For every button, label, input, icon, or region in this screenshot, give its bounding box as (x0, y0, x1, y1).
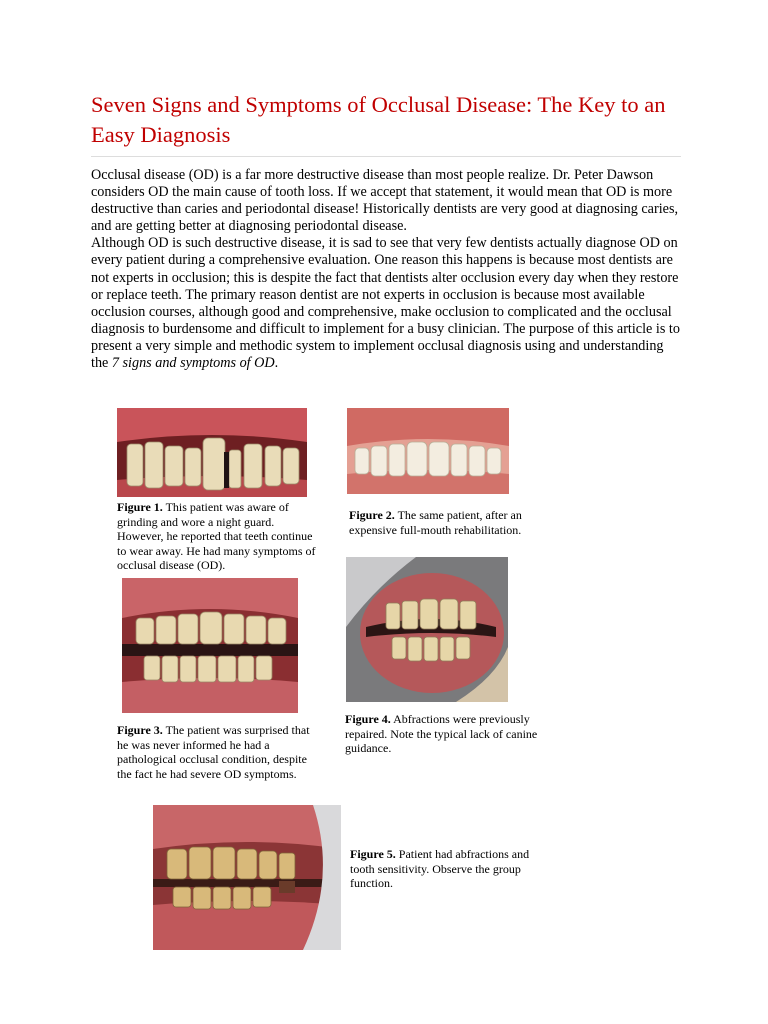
figure-2-photo (347, 408, 509, 494)
article-title: Seven Signs and Symptoms of Occlusal Disease: The Key to an Easy Diagnosis (91, 92, 666, 147)
figure-3-photo (122, 578, 298, 713)
paragraph-1: Occlusal disease (OD) is a far more destructive disease than most people realize. Dr. Peter Dawson considers OD the main cause of tooth loss. If we accept that statement, it would mean that OD is more destructive than caries and periodontal disease! Historically dentists are very good at diagnosing caries, and are getting better at diagnosing periodontal disease. (91, 167, 679, 235)
figure-5-label: Figure 5. (350, 847, 396, 861)
title-divider (91, 156, 681, 157)
figure-2-label: Figure 2. (349, 508, 395, 522)
paragraph-2-end: . (274, 355, 279, 372)
paragraph-2 (91, 235, 683, 372)
figure-4-photo (346, 557, 508, 702)
paragraph-2-text: Although OD is such destructive disease, it is sad to see that very few dentists actually diagnose OD on every patient during a comprehensive evaluation. One reason this happens is because most dentists are not experts in occlusion; this is despite the fact that dentists alter occlusion every day when they restore or replace teeth. The primary reason dentist are not experts in occlusion is because most available occlusion courses, although good and comprehensive, make occlusion to complicated and the occlusal diagnosis to burdensome and difficult to implement for a busy clinician. The purpose of this article is to present a very simple and methodic system to implement occlusal diagnosis using and understanding the (91, 235, 680, 372)
figure-1-photo (117, 408, 307, 497)
figure-1-text: This patient was aware of grinding and wore a night guard. However, he reported that teeth continue to wear away. He had many symptoms of occlusal disease (OD). (117, 500, 316, 573)
figure-5-caption (350, 847, 550, 891)
figure-3-text: The patient was surprised that he was never informed he had a pathological occlusal condition, despite the fact he had severe OD symptoms. (117, 723, 310, 781)
figure-2-caption (349, 508, 549, 537)
figure-1-caption (117, 500, 317, 573)
article-body (91, 167, 683, 372)
figure-5-photo (153, 805, 341, 950)
figure-1-label: Figure 1. (117, 500, 163, 514)
figure-4-text: Abfractions were previously repaired. Note the typical lack of canine guidance. (345, 712, 538, 756)
figure-3-caption (117, 723, 317, 781)
figure-5-text: Patient had abfractions and tooth sensitivity. Observe the group function. (350, 847, 530, 891)
figure-2-text: The same patient, after an expensive full-mouth rehabilitation. (349, 508, 522, 537)
figure-3-label: Figure 3. (117, 723, 163, 737)
paragraph-2-emphasis: 7 signs and symptoms of OD (111, 355, 275, 372)
figure-4-caption (345, 712, 545, 756)
figure-4-label: Figure 4. (345, 712, 391, 726)
